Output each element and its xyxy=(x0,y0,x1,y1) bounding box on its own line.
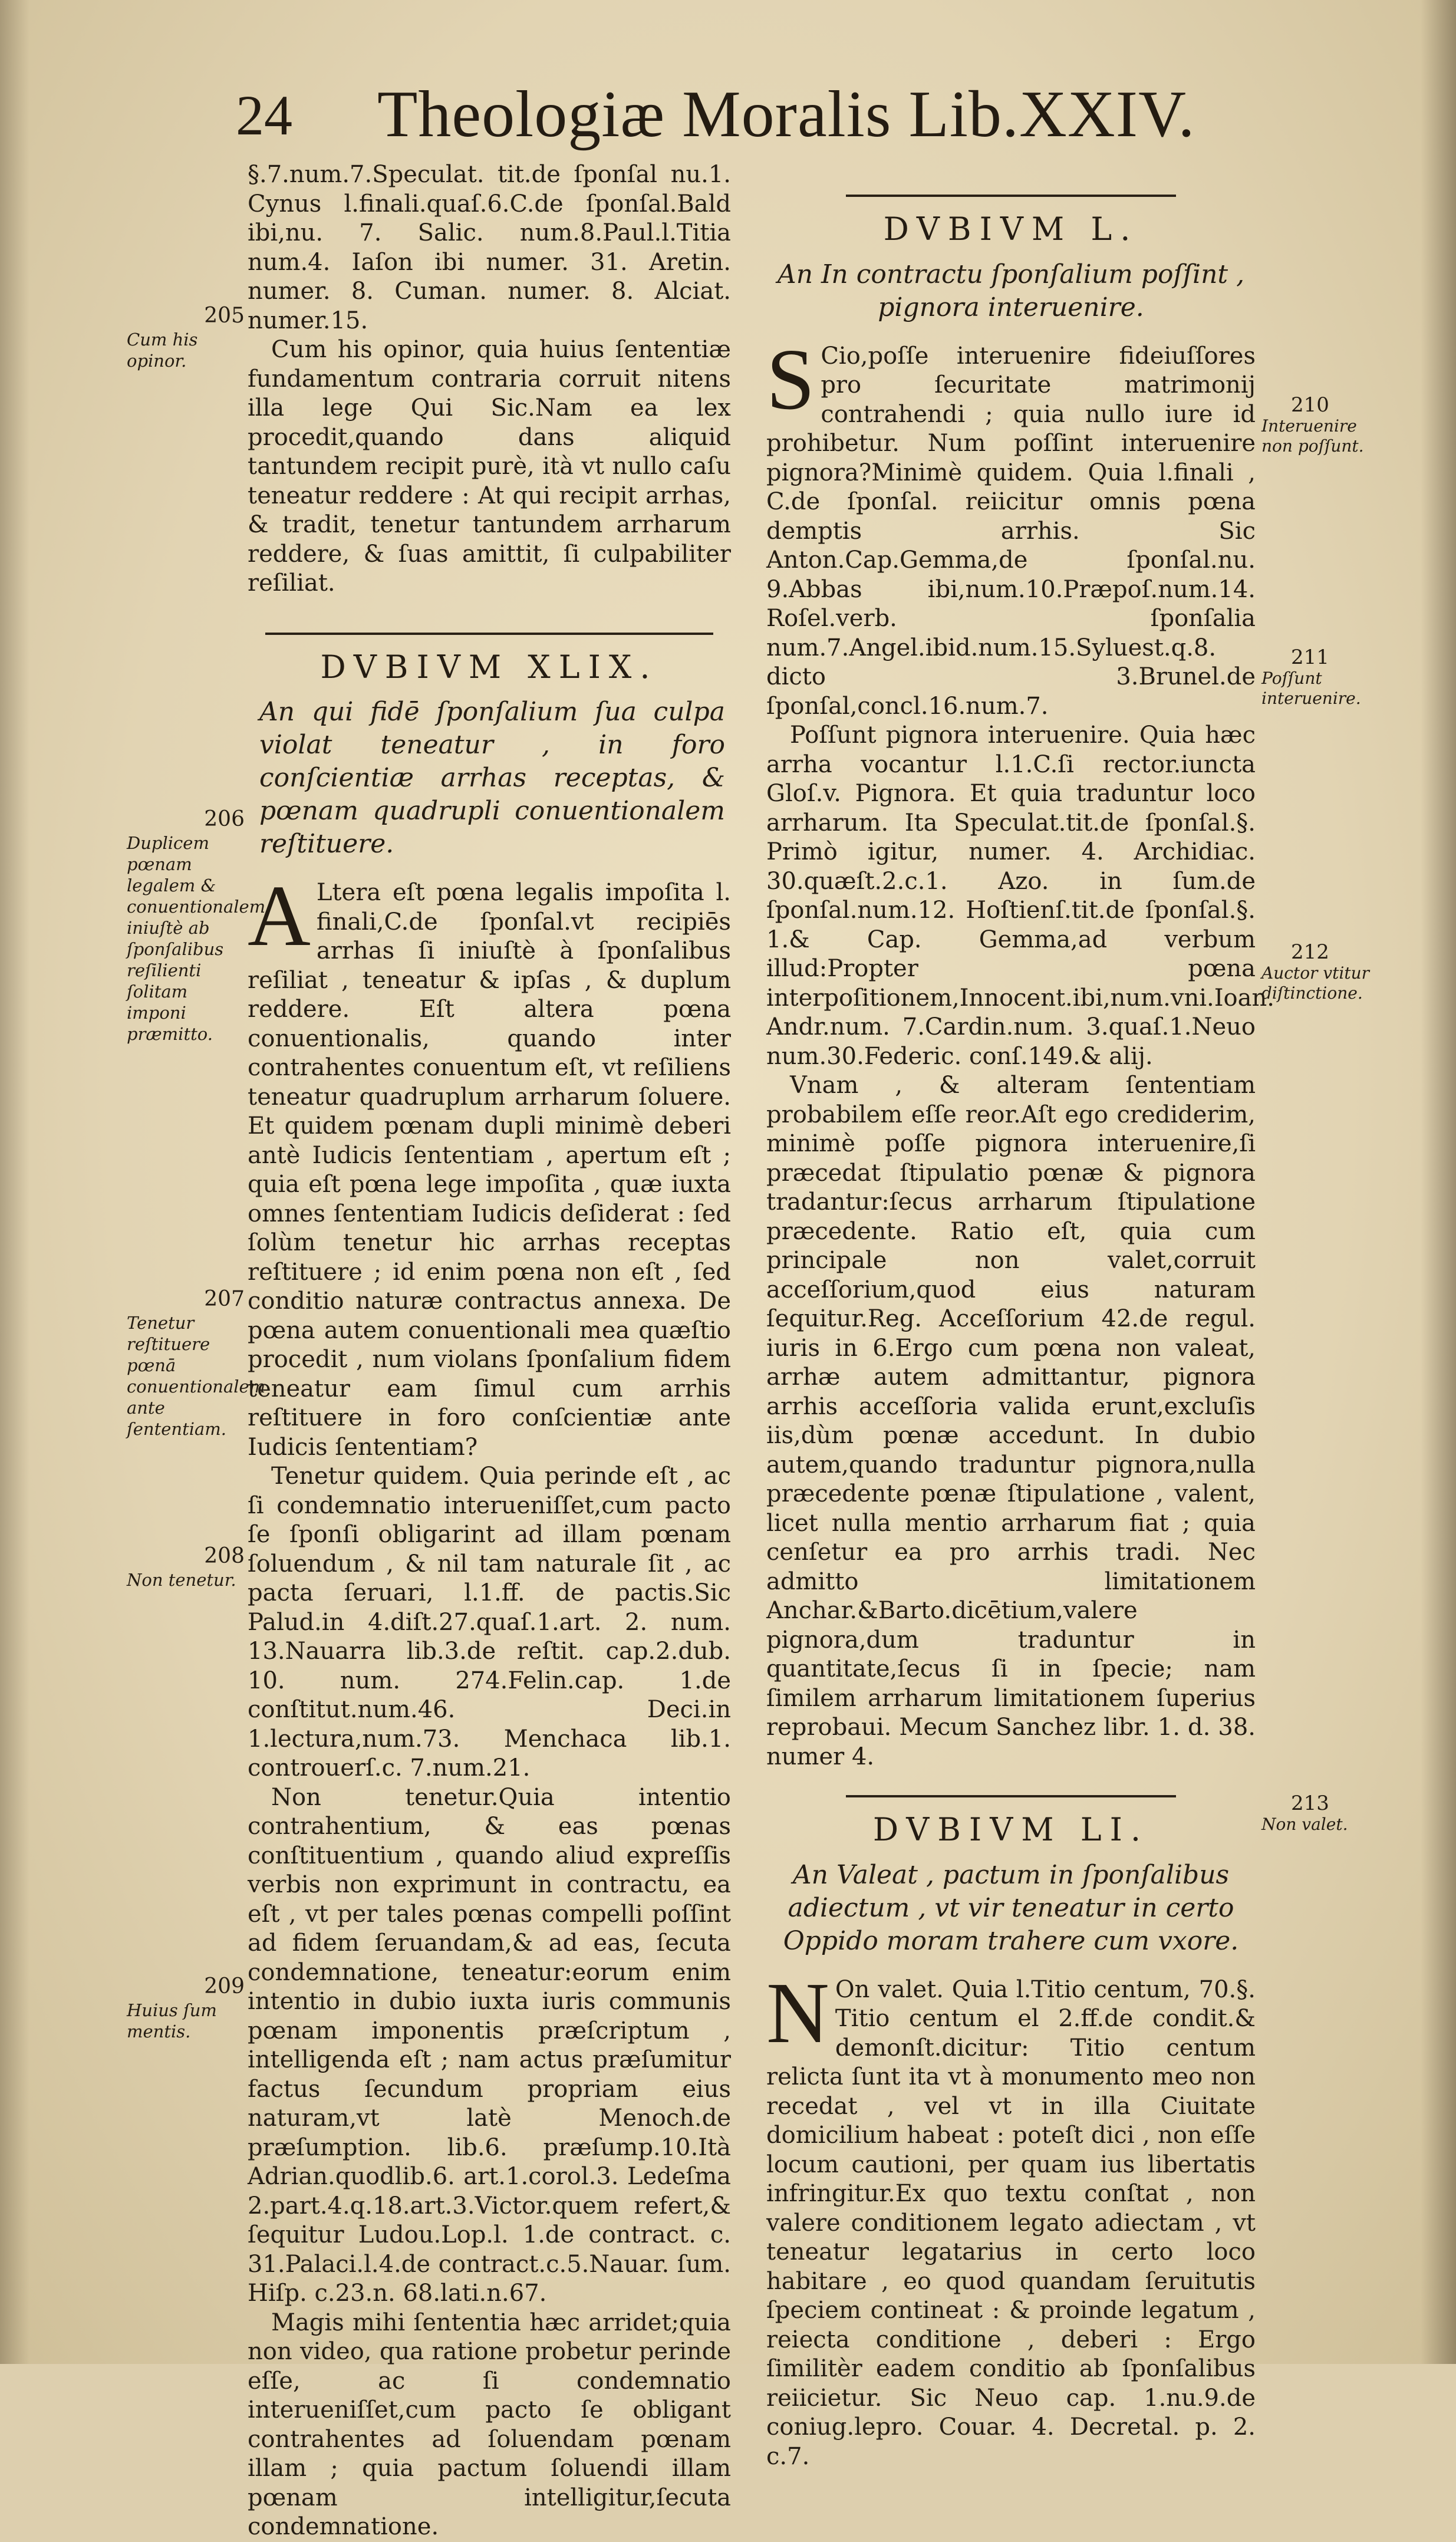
page-edge-shadow-left xyxy=(0,0,29,2364)
margin-number: 205 xyxy=(204,304,245,328)
paragraph-209: Magis mihi ſententia hæc arridet;quia non video, qua ratione probetur perinde eſſe, ac ſi condemnatio interueniſſet,cum pacto ſe obligant contrahentes ad ſoluendam pœnam illam ; quia pactum ſoluendi illam pœnam intelligitur,ſecuta condemnatione. xyxy=(248,2309,731,2540)
paragraph-213 xyxy=(766,1964,1256,2472)
margin-note-text: Cum his opinor. xyxy=(127,330,198,371)
margin-note-text: Auctor vtitur diſtinctione. xyxy=(1261,963,1370,1003)
drop-cap: A xyxy=(248,868,311,964)
margin-note-207 xyxy=(127,1287,266,1440)
page-edge-shadow-right xyxy=(1421,0,1456,2364)
section-rule xyxy=(846,1795,1176,1797)
right-column xyxy=(766,195,1274,2471)
paragraph-208: Non tenetur.Quia intentio contrahentium, & eas pœnas conſtituentium , quando aliud expreſſis verbis non exprimunt in contractu, ea eſt , vt per tales pœnas compelli poſſint ad fidem ſeruandam,& ad eas, ſecuta condemnatione, teneatur:eorum enim intentio in dubio iuxta iuris communis pœnam imponentis præſcriptum , intelligenda eſt ; nam actus præſumitur factus ſecundum propriam eius naturam,vt latè Menoch.de præſumption. lib.6. præſump.10.Ità Adrian.quodlib.6. art.1.corol.3. Ledeſma 2.part.4.q.18.art.3.Victor.quem refert,& ſequitur Ludou.Lop.l. 1.de contract. c. 31.Palaci.l.4.de contract.c.5.Nauar. ſum. Hiſp. c.23.n. 68.lati.n.67. xyxy=(248,1783,731,2307)
margin-note-text: Poſſunt interuenire. xyxy=(1261,669,1361,708)
page-header xyxy=(236,77,1415,153)
paragraph-210-text: Cio,poſſe interuenire fideiuſſores pro ſecuritate matrimonij contrahendi ; quia nullo iure id prohibetur. Num poſſint interuenire pignora?Minimè quidem. Quia l.finali , C.de ſponſal. reiicitur omnis pœna demptis arrhis. Sic Anton.Cap.Gemma,de ſponſal.nu. 9.Abbas ibi,num.10.Præpoſ.num.14. Roſel.verb. ſponſalia num.7.Angel.ibid.num.15.Syluest.q.8. dicto 3.Brunel.de ſponſal,concl.16.num.7. xyxy=(766,342,1256,720)
margin-number: 212 xyxy=(1291,940,1329,964)
margin-note-text: Non valet. xyxy=(1261,1815,1348,1834)
margin-note-text: Huius ſum mentis. xyxy=(127,2000,217,2041)
margin-number: 211 xyxy=(1291,646,1329,669)
paragraph-211: Poſſunt pignora interuenire. Quia hæc arrha vocantur l.1.C.ſi rector.iuncta Gloſ.v. Pignora. Et quia traduntur loco arrharum. Ita Speculat.tit.de ſponſal.§. Primò igitur, numer. 4. Archidiac. 30.quæſt.2.c.1. Azo. in ſum.de ſponſal.num.12. Hoſtienſ.tit.de ſponſal.§. 1.& Cap. Gemma,ad verbum illud:Propter pœna interpoſitionem,Innocent.ibi,num.vni.Ioan. Andr.num. 7.Cardin.num. 3.quaſ.1.Neuo num.30.Federic. conſ.149.& alij. xyxy=(766,722,1274,1070)
paragraph-213-text: On valet. Quia l.Titio centum, 70.§. Titio centum el 2.ff.de condit.& demonſt.dicitur: Titio centum relicta ſunt ita vt à monumento meo non recedat , vel vt in illa Ciuitate domicilium habeat : poteſt dici , non eſſe locum cautioni, per quam ius libertatis infringitur.Ex quo textu conſtat , non valere conditionem legato adiectam , vt teneatur legatarius in certo loco habitare , eo quod quandam ſeruitutis ſpeciem contineat : & proinde legatum , reiecta conditione , deberi : Ergo ſimilitèr eadem conditio ab ſponſalibus reiicietur. Sic Neuo cap. 1.nu.9.de coniug.lepro. Couar. 4. Decretal. p. 2. c.7. xyxy=(766,1975,1256,2470)
dubium-51-heading: DVBIVM LI. xyxy=(872,1811,1149,1848)
section-rule xyxy=(265,633,713,635)
dubium-51-question: An Valeat , pactum in ſponſalibus adiectum , vt vir teneatur in certo Oppido moram trahere cum vxore. xyxy=(783,1859,1239,1956)
margin-note-211 xyxy=(1261,647,1391,709)
paragraph-206-text: Ltera eſt pœna legalis impoſita l. finali,C.de ſponſal.vt recipiēs arrhas ſi iniuſtè à ſponſalibus reſiliat , teneatur & ipſas , & duplum reddere. Eſt altera pœna conuentionalis, quando inter contrahentes conuentum eſt, vt reſiliens teneatur quadruplum arrharum ſoluere. Et quidem pœnam dupli minimè deberi antè Iudicis ſententiam , apertum eſt ; quia eſt pœna lege impoſita , quæ iuxta omnes ſententiam Iudicis deſiderat : ſed ſolùm tenetur hic arrhas receptas reſtituere ; id enim pœna non eſt , ſed conditio naturæ contractus annexa. De pœna autem conuentionali mea quæſtio procedit , num violans ſponſalium fidem teneatur eam ſimul cum arrhis reſtituere in foro conſcientiæ ante Iudicis ſententiam? xyxy=(248,879,731,1461)
margin-number: 207 xyxy=(204,1287,245,1311)
dubium-50-heading: DVBIVM L. xyxy=(883,210,1139,248)
margin-note-text: Non tenetur. xyxy=(127,1570,236,1590)
paragraph-205: Cum his opinor, quia huius ſententiæ fundamentum contraria corruit nitens illa lege Qui Sic.Nam ea lex procedit,quando dans aliquid tantundem recipit purè, ità vt nullo caſu teneatur reddere : At qui recipit arrhas, & tradit, tenetur tantundem arrharum reddere, & ſuas amittit, ſi culpabiliter reſiliat. xyxy=(248,336,731,597)
paragraph-206 xyxy=(248,868,731,1462)
margin-number: 210 xyxy=(1291,393,1329,417)
margin-note-209 xyxy=(127,1976,245,2042)
continued-citations: §.7.num.7.Speculat. tit.de ſponſal nu.1. Cynus l.finali.quaſ.6.C.de ſponſal.Bald ibi,nu. 7. Salic. num.8.Paul.l.Titia num.4. Iaſon ibi numer. 31. Aretin. numer. 8. Cuman. numer. 8. Alciat. numer.15. xyxy=(248,161,731,334)
section-rule xyxy=(846,195,1176,197)
margin-number: 213 xyxy=(1291,1792,1329,1815)
margin-number: 209 xyxy=(204,1974,245,1998)
margin-note-210 xyxy=(1261,395,1391,456)
paragraph-210 xyxy=(766,331,1256,722)
drop-cap: N xyxy=(766,1964,829,2062)
drop-cap: S xyxy=(766,331,815,428)
running-title: Theologiæ Moralis Lib.XXIV. xyxy=(377,78,1195,151)
page-number: 24 xyxy=(236,84,292,147)
paragraph-212: Vnam , & alteram ſententiam probabilem eſſe reor.Aſt ego crediderim, minimè poſſe pignora interuenire,ſi præcedat ſtipulatio pœnæ & pignora tradantur:ſecus arrharum ſtipulatione præcedente. Ratio eſt, quia cum principale non valet,corruit acceſſorium,quod eius naturam ſequitur.Reg. Acceſſorium 42.de regul. iuris in 6.Ergo cum pœna non valeat, arrhæ autem admittantur, pignora arrhis acceſſoria valida erunt,excluſis iis,dùm pœnæ accedunt. In dubio autem,quando traduntur pignora,nulla præcedente pœnæ ſtipulatione , valent, licet nulla mentio arrharum fiat ; quia cenſetur ea pro arrhis tradi. Nec admitto limitationem Anchar.&Barto.dicētium,valere pignora,dum traduntur in quantitate,ſecus ſi in ſpecie; nam ſimilem arrharum limitationem ſuperius reprobaui. Mecum Sanchez libr. 1. d. 38. numer 4. xyxy=(766,1072,1256,1770)
margin-note-205 xyxy=(127,305,245,371)
margin-note-text: Tenetur reſtituere pœnā conuentionalem ante ſententiam. xyxy=(127,1313,266,1439)
margin-note-212 xyxy=(1261,942,1391,1003)
margin-number: 208 xyxy=(204,1544,245,1568)
margin-number: 206 xyxy=(204,807,245,831)
dubium-49-question: An qui fidē ſponſalium ſua culpa violat teneatur , in foro conſcientiæ arrhas receptas, & pœnam quadrupli conuentionalem reſtituere. xyxy=(259,697,725,859)
margin-note-213 xyxy=(1261,1793,1391,1835)
margin-note-text: Duplicem pœnam legalem & conuentionalem iniuſtè ab ſponſalibus reſilienti ſolitam imponi præmitto. xyxy=(127,833,266,1044)
dubium-49-heading: DVBIVM XLIX. xyxy=(320,648,658,686)
dubium-50-question: An In contractu ſponſalium poſſint , pignora interuenire. xyxy=(777,259,1245,322)
paragraph-207: Tenetur quidem. Quia perinde eſt , ac ſi condemnatio interueniſſet,cum pacto ſe ſponſi obligarint ad illam pœnam ſoluendum , & nil tam naturale ſit , ac pacta ſeruari, l.1.ff. de pactis.Sic Palud.in 4.diſt.27.quaſ.1.art. 2. num. 13.Nauarra lib.3.de reſtit. cap.2.dub. 10. num. 274.Felin.cap. 1.de conſtitut.num.46. Deci.in 1.lectura,num.73. Menchaca lib.1. controuerſ.c. 7.num.21. xyxy=(248,1463,731,1782)
left-column xyxy=(248,160,731,2542)
margin-note-206 xyxy=(127,807,266,1045)
margin-note-208 xyxy=(127,1546,245,1591)
margin-note-text: Interuenire non poſſunt. xyxy=(1261,416,1364,456)
